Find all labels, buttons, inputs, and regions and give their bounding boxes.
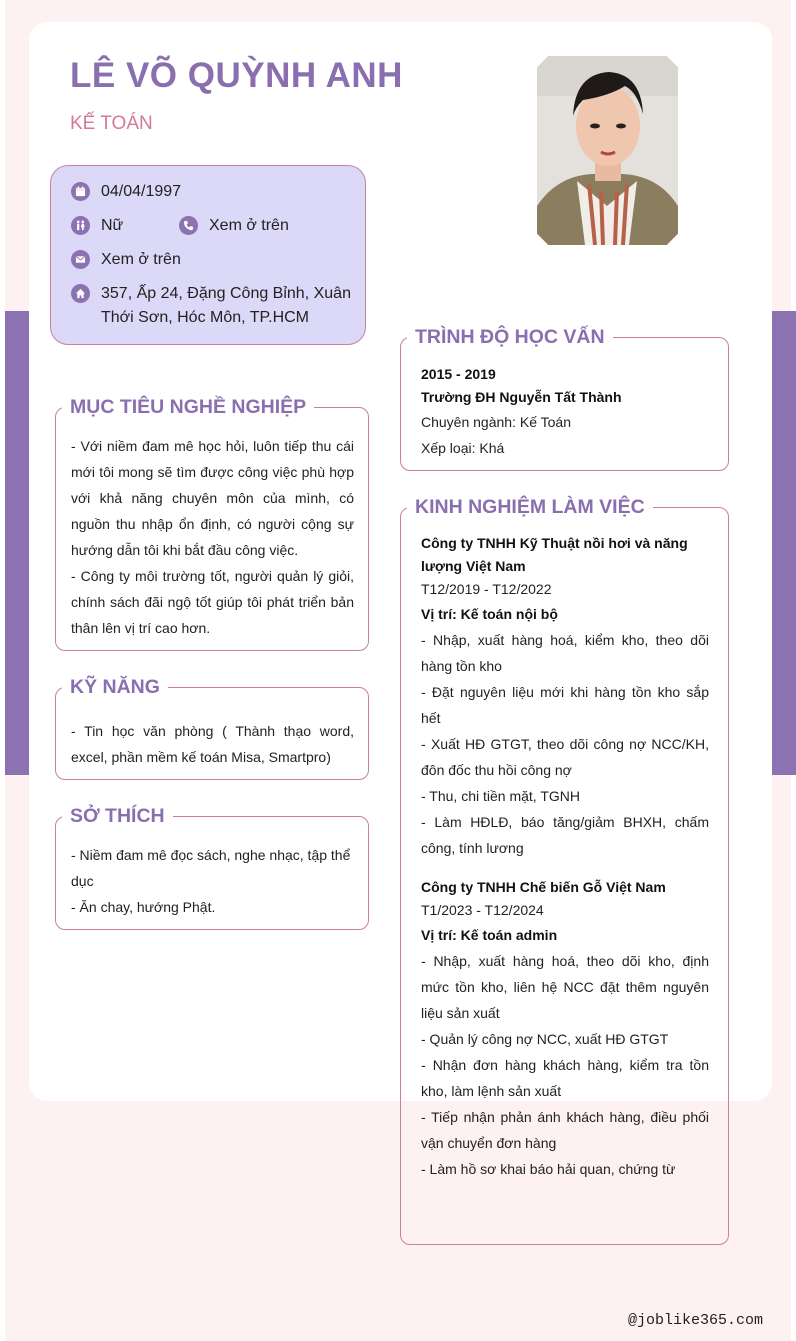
duty-item: - Tiếp nhận phản ánh khách hàng, điều phối vận chuyển đơn hàng xyxy=(421,1109,709,1151)
profile-photo xyxy=(537,56,678,245)
duty-item: - Đặt nguyên liệu mới khi hàng tồn kho sắp hết xyxy=(421,684,709,726)
candidate-name: LÊ VÕ QUỲNH ANH xyxy=(70,56,403,95)
education-school: Trường ĐH Nguyễn Tất Thành xyxy=(421,389,622,405)
experience-title: KINH NGHIỆM LÀM VIỆC xyxy=(407,495,653,519)
duty-item: - Làm hồ sơ khai báo hải quan, chứng từ xyxy=(421,1161,676,1177)
objective-title: MỤC TIÊU NGHỀ NGHIỆP xyxy=(62,395,314,419)
hobbies-line: - Ăn chay, hướng Phật. xyxy=(71,899,216,915)
skills-line: - Tin học văn phòng ( Thành thạo word, excel, phần mềm kế toán Misa, Smartpro) xyxy=(71,723,354,765)
job-position: Vị trí: Kế toán admin xyxy=(421,927,558,943)
education-years: 2015 - 2019 xyxy=(421,366,496,382)
objective-text xyxy=(71,433,354,641)
duty-item: - Nhận đơn hàng khách hàng, kiểm tra tồn kho, làm lệnh sản xuất xyxy=(421,1057,709,1099)
duty-item: - Thu, chi tiền mặt, TGNH xyxy=(421,788,580,804)
education-title: TRÌNH ĐỘ HỌC VẤN xyxy=(407,325,613,349)
birthday-row xyxy=(71,180,181,204)
job-position: Vị trí: Kế toán nội bộ xyxy=(421,606,558,622)
hobbies-text xyxy=(71,842,354,920)
company-name: Công ty TNHH Chế biến Gỗ Việt Nam xyxy=(421,879,666,895)
hobbies-line: - Niềm đam mê đọc sách, nghe nhạc, tập thể dục xyxy=(71,847,351,889)
gender-value: Nữ xyxy=(101,217,124,234)
email-row xyxy=(71,248,181,272)
education-grade: Xếp loại: Khá xyxy=(421,440,505,456)
job-title: KẾ TOÁN xyxy=(70,113,153,134)
objective-line: - Công ty môi trường tốt, người quản lý giỏi, chính sách đãi ngộ tốt giúp tôi phát triển bản thân lên vị trí cao hơn. xyxy=(71,568,354,636)
skills-title: KỸ NĂNG xyxy=(62,675,168,699)
home-icon xyxy=(71,284,90,303)
email-value: Xem ở trên xyxy=(101,251,181,268)
birthday-value: 04/04/1997 xyxy=(101,183,182,200)
work-period: T12/2019 - T12/2022 xyxy=(421,581,552,597)
duty-item: - Nhập, xuất hàng hoá, kiểm kho, theo dõi hàng tồn kho xyxy=(421,632,709,674)
phone-row xyxy=(179,214,289,238)
phone-icon xyxy=(179,216,198,235)
duty-item: - Xuất HĐ GTGT, theo dõi công nợ NCC/KH, đôn đốc thu hồi công nợ xyxy=(421,736,709,778)
left-accent-band xyxy=(5,311,30,775)
duty-item: - Làm HĐLĐ, báo tăng/giảm BHXH, chấm công, tính lương xyxy=(421,814,709,856)
skills-text xyxy=(71,718,354,770)
email-icon xyxy=(71,250,90,269)
duty-item: - Quản lý công nợ NCC, xuất HĐ GTGT xyxy=(421,1031,669,1047)
experience-entry-2 xyxy=(421,876,709,1182)
phone-value: Xem ở trên xyxy=(209,217,289,234)
experience-entry-1 xyxy=(421,532,709,861)
education-major: Chuyên ngành: Kế Toán xyxy=(421,414,571,430)
company-name: Công ty TNHH Kỹ Thuật nồi hơi và năng lượng Việt Nam xyxy=(421,535,688,574)
gender-icon xyxy=(71,216,90,235)
address-value: 357, Ấp 24, Đặng Công Bỉnh, Xuân Thới Sơn, Hóc Môn, TP.HCM xyxy=(101,285,351,326)
work-period: T1/2023 - T12/2024 xyxy=(421,902,544,918)
duty-item: - Nhập, xuất hàng hoá, theo dõi kho, định mức tồn kho, liên hệ NCC đặt thêm nguyên liệu sản xuất xyxy=(421,953,709,1021)
objective-line: - Với niềm đam mê học hỏi, luôn tiếp thu cái mới tôi mong sẽ tìm được công việc phù hợp với khả năng chuyên môn của mình, có nguồn thu nhập ổn định, có người cộng sự hướng dẫn tôi khi bắt đầu công việc. xyxy=(71,438,354,558)
hobbies-title: SỞ THÍCH xyxy=(62,804,173,828)
watermark-text: @joblike365.com xyxy=(628,1312,764,1329)
calendar-icon xyxy=(71,182,90,201)
address-row xyxy=(71,282,351,330)
right-accent-band xyxy=(772,311,796,775)
gender-row xyxy=(71,214,123,238)
